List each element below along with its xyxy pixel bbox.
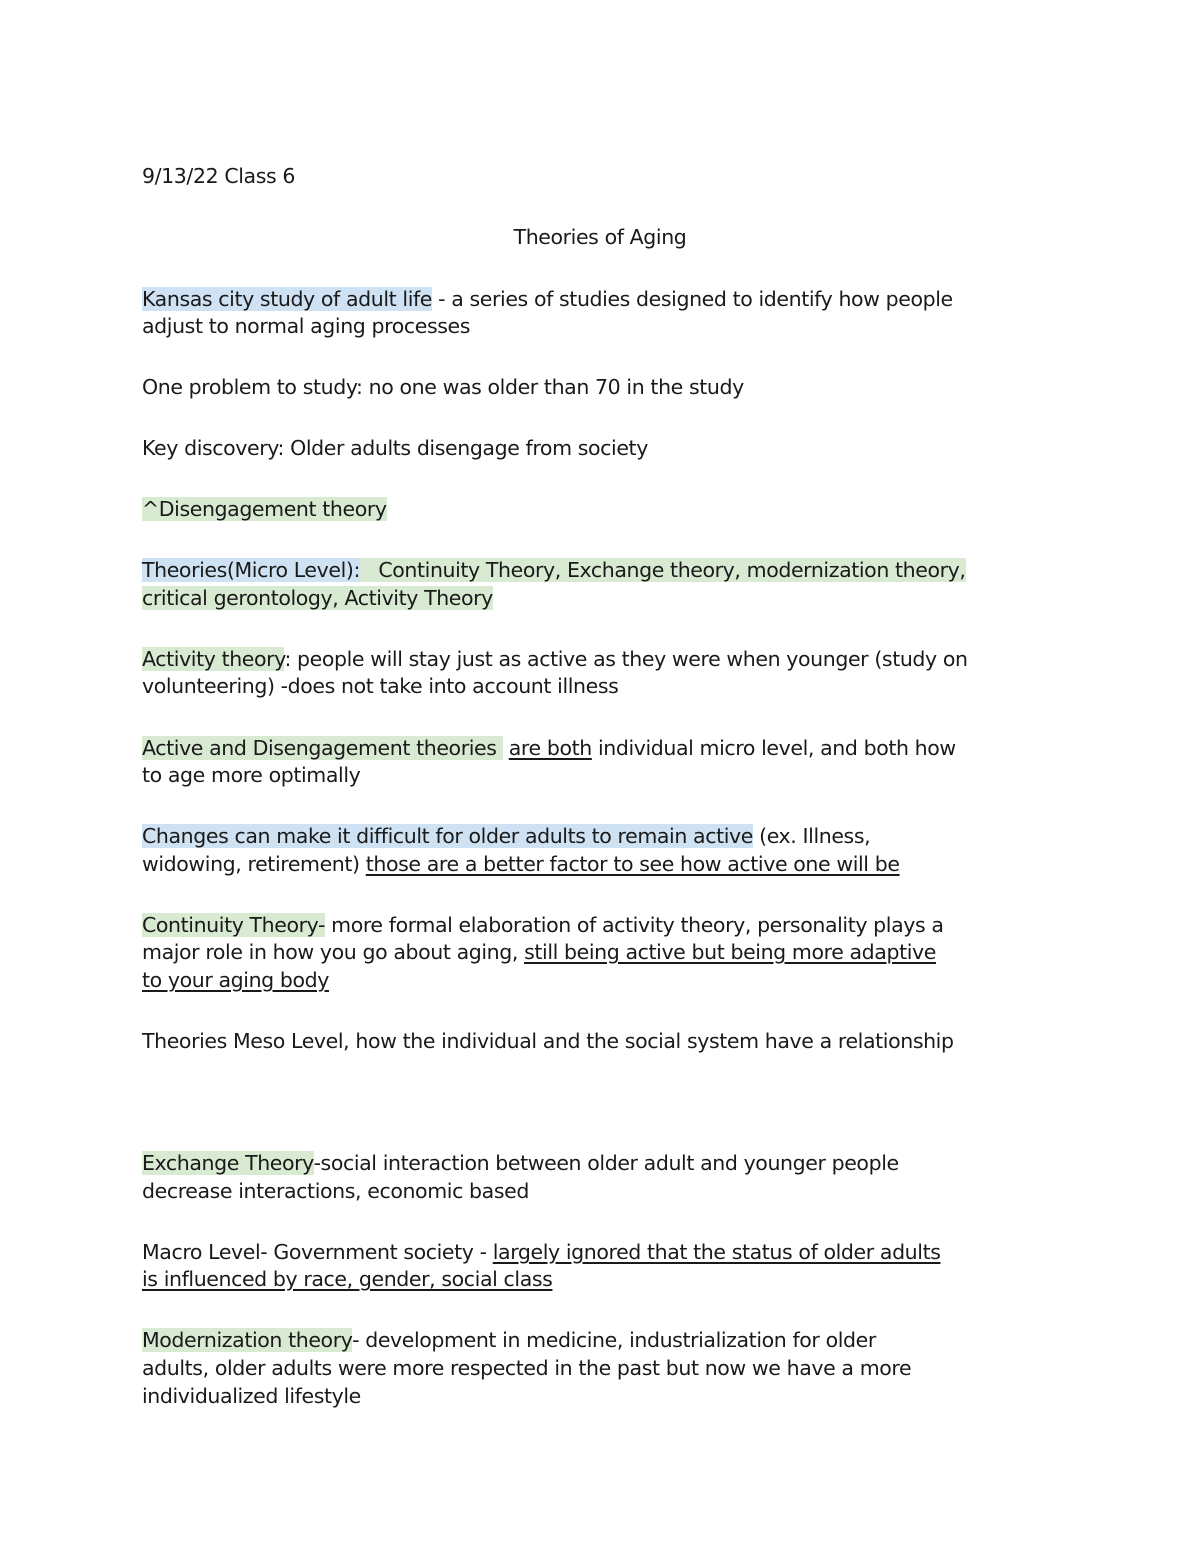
macro-paragraph-line-2 — [142, 1265, 552, 1293]
continuity-paragraph-line-1 — [142, 911, 944, 939]
activity-paragraph-line-1 — [142, 645, 968, 673]
micro-list-2: critical gerontology, Activity Theory — [142, 586, 493, 610]
active-dis-term: Active and Disengagement theories — [142, 736, 503, 760]
modernization-rest: - development in medicine, industrialization for older — [352, 1328, 876, 1352]
kansas-term: Kansas city study of adult life — [142, 287, 433, 311]
micro-label: Theories(Micro Level): — [142, 558, 360, 582]
continuity-term: Continuity Theory- — [142, 913, 326, 937]
active-dis-paragraph-line-2: to age more optimally — [142, 763, 361, 787]
changes-rest: (ex. Illness, — [752, 824, 871, 848]
problem-line: One problem to study: no one was older than 70 in the study — [142, 375, 744, 399]
modernization-paragraph-line-2: adults, older adults were more respected in the past but now we have a more — [142, 1356, 912, 1380]
exchange-paragraph-line-2: decrease interactions, economic based — [142, 1179, 529, 1203]
continuity-paragraph-line-3 — [142, 966, 329, 994]
changes-paragraph-line-2 — [142, 850, 900, 878]
changes-line2-plain: widowing, retirement) — [142, 852, 366, 876]
changes-paragraph-line-1 — [142, 822, 870, 850]
macro-paragraph-line-1 — [142, 1238, 941, 1266]
meso-line: Theories Meso Level, how the individual and the social system have a relationship — [142, 1029, 954, 1053]
continuity-line3-underlined: to your aging body — [142, 968, 329, 992]
page-title: Theories of Aging — [513, 225, 687, 249]
date-line: 9/13/22 Class 6 — [142, 164, 296, 188]
disengagement-line — [142, 495, 387, 523]
continuity-line2-plain: major role in how you go about aging, — [142, 940, 525, 964]
micro-paragraph-line-1 — [142, 556, 966, 584]
modernization-paragraph-line-3: individualized lifestyle — [142, 1384, 361, 1408]
active-dis-paragraph-line-1 — [142, 734, 956, 762]
micro-list-1: Continuity Theory, Exchange theory, modernization theory, — [378, 558, 966, 582]
continuity-line2-underlined: still being active but being more adaptive — [524, 940, 936, 964]
kansas-paragraph-line-2: adjust to normal aging processes — [142, 314, 471, 338]
key-discovery-line: Key discovery: Older adults disengage from society — [142, 436, 648, 460]
continuity-paragraph-line-2 — [142, 938, 936, 966]
changes-term: Changes can make it difficult for older adults to remain active — [142, 824, 753, 848]
disengagement-term: ^Disengagement theory — [142, 497, 387, 521]
active-dis-underlined: are both — [508, 736, 592, 760]
modernization-paragraph-line-1 — [142, 1326, 876, 1354]
exchange-term: Exchange Theory — [142, 1151, 314, 1175]
activity-term: Activity theory — [142, 647, 285, 671]
micro-gap — [360, 558, 378, 582]
macro-underlined-2: is influenced by race, gender, social class — [142, 1267, 553, 1291]
activity-paragraph-line-2: volunteering) -does not take into account illness — [142, 674, 619, 698]
kansas-paragraph-line-1 — [142, 285, 953, 313]
micro-paragraph-line-2 — [142, 584, 493, 612]
changes-line2-underlined: those are a better factor to see how active one will be — [365, 852, 900, 876]
kansas-rest: - a series of studies designed to identify how people — [432, 287, 953, 311]
exchange-paragraph-line-1 — [142, 1149, 899, 1177]
exchange-rest: -social interaction between older adult and younger people — [313, 1151, 899, 1175]
continuity-rest: more formal elaboration of activity theory, personality plays a — [325, 913, 944, 937]
macro-underlined-1: largely ignored that the status of older adults — [492, 1240, 941, 1264]
active-dis-rest: individual micro level, and both how — [591, 736, 956, 760]
macro-plain: Macro Level- Government society - — [142, 1240, 493, 1264]
modernization-term: Modernization theory — [142, 1328, 353, 1352]
activity-rest: : people will stay just as active as they were when younger (study on — [284, 647, 968, 671]
